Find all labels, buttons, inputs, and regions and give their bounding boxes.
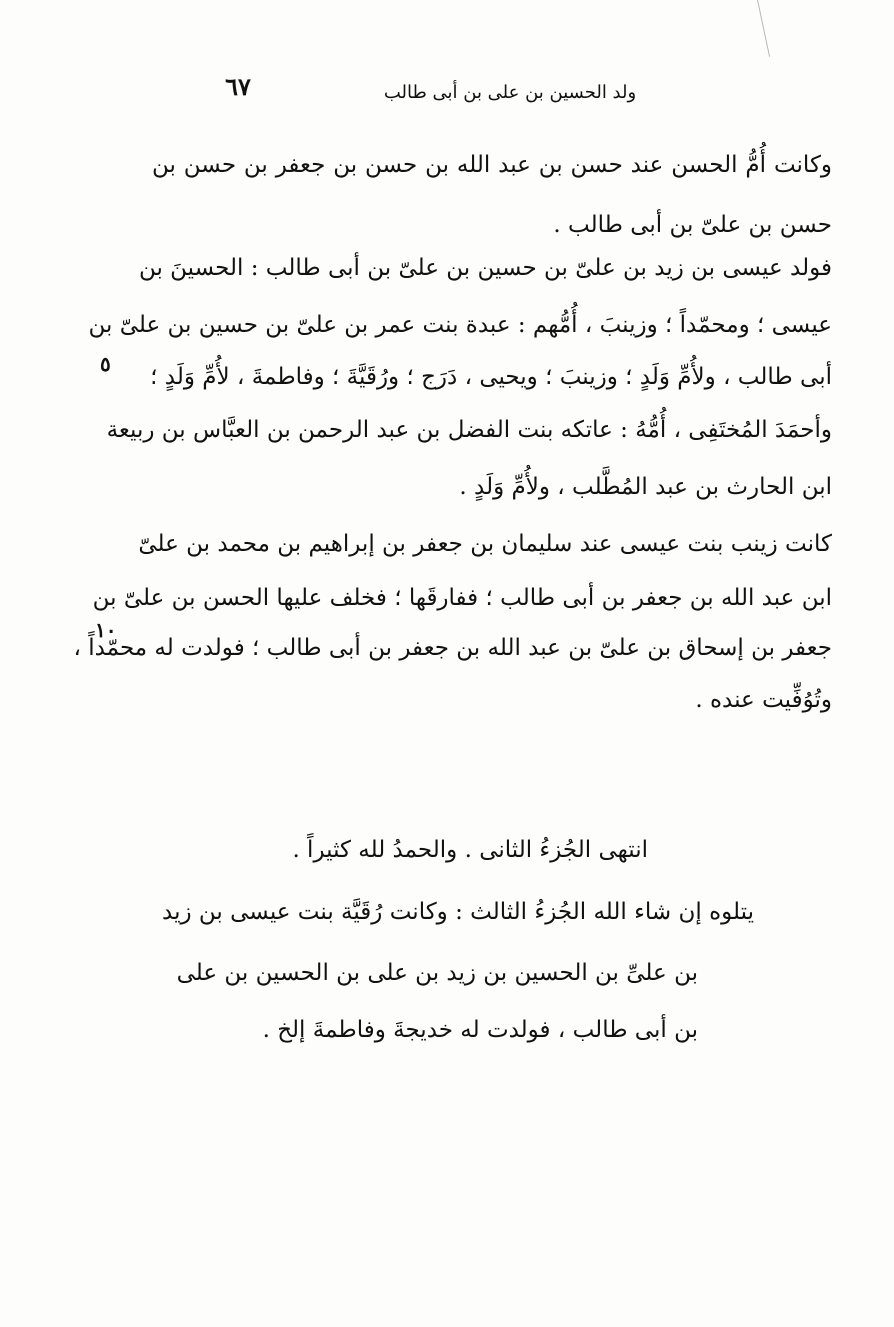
body-line-4: عيسى ؛ ومحمّداً ؛ وزينبَ ، أُمُّهم : عبدة بنت عمر بن علىّ بن حسين بن علىّ بن — [88, 312, 832, 338]
body-line-5: أبى طالب ، ولأُمِّ وَلَدٍ ؛ وزينبَ ؛ ويحيى ، دَرَج ؛ ورُقَيَّةَ ؛ وفاطمةَ ، لأُمِّ وَلَدٍ ؛ — [150, 364, 832, 390]
line-number-marker-10: ١٠ — [95, 618, 117, 642]
body-line-10: جعفر بن إسحاق بن علىّ بن عبد الله بن جعفر بن أبى طالب ؛ فولدت له محمّداً ، — [73, 635, 832, 661]
page-edge-mark — [757, 0, 770, 57]
body-line-3: فولد عيسى بن زيد بن علىّ بن حسين بن علىّ بن أبى طالب : الحسينَ بن — [138, 255, 832, 281]
body-line-7: ابن الحارث بن عبد المُطَّلب ، ولأُمِّ وَلَدٍ . — [459, 474, 832, 500]
colophon-continuation-line-2: بن علىِّ بن الحسين بن زيد بن على بن الحسين بن على — [176, 960, 698, 986]
page-number: ٦٧ — [225, 72, 251, 101]
colophon-continuation-line-1: يتلوه إن شاء الله الجُزءُ الثالث : وكانت رُقَيَّة بنت عيسى بن زيد — [162, 899, 754, 925]
body-line-9: ابن عبد الله بن جعفر بن أبى طالب ؛ ففارقَها ؛ فخلف عليها الحسن بن علىّ بن — [92, 585, 832, 611]
running-title: ولد الحسين بن على بن أبى طالب — [383, 82, 637, 103]
body-line-8: كانت زينب بنت عيسى عند سليمان بن جعفر بن إبراهيم بن محمد بن علىّ — [138, 531, 832, 557]
colophon-end-note: انتهى الجُزءُ الثانى . والحمدُ لله كثيراً . — [292, 837, 648, 863]
colophon-continuation-line-3: بن أبى طالب ، فولدت له خديجةَ وفاطمةَ إلخ . — [262, 1017, 698, 1043]
body-line-1: وكانت أُمُّ الحسن عند حسن بن عبد الله بن حسن بن جعفر بن حسن بن — [152, 152, 832, 178]
body-line-6: وأحمَدَ المُختَفِى ، أُمُّهُ : عاتكه بنت الفضل بن عبد الرحمن بن العبَّاس بن ربيعة — [106, 417, 832, 443]
body-line-2: حسن بن علىّ بن أبى طالب . — [553, 212, 832, 238]
line-number-marker-5: ٥ — [100, 352, 111, 376]
body-line-11: وتُوُفِّيت عنده . — [695, 687, 832, 713]
